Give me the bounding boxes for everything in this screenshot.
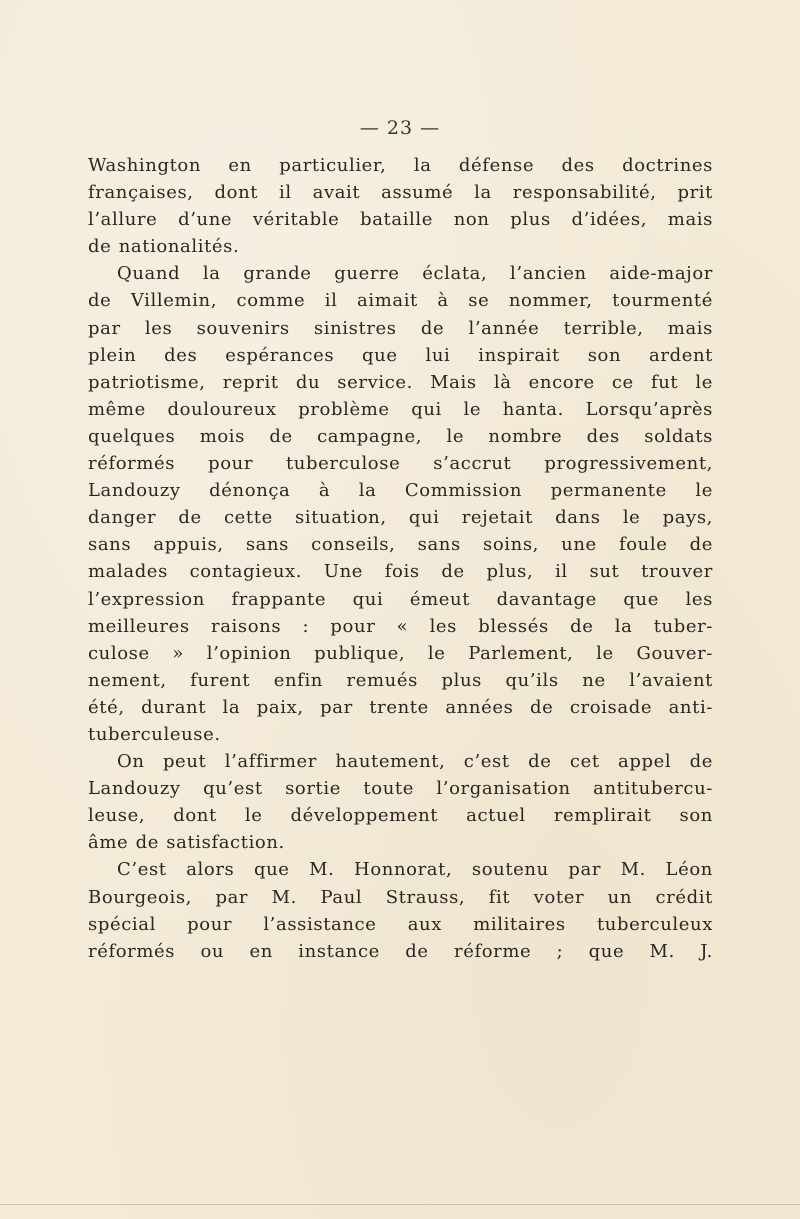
text-line: Bourgeois, par M. Paul Strauss, fit voter un crédit <box>88 886 713 908</box>
text-line: par les souvenirs sinistres de l’année terrible, mais <box>88 317 713 339</box>
text-line: Landouzy dénonça à la Commission permanente le <box>88 480 713 502</box>
text-line: françaises, dont il avait assumé la responsabilité, prit <box>88 182 713 204</box>
text-line: malades contagieux. Une fois de plus, il sut trouver <box>88 561 713 583</box>
text-line: patriotisme, reprit du service. Mais là encore ce fut le <box>88 371 713 393</box>
page-bottom-edge <box>0 1204 800 1205</box>
text-line: de Villemin, comme il aimait à se nommer, tourmenté <box>88 290 713 312</box>
body-text <box>88 152 713 965</box>
text-line: culose » l’opinion publique, le Parlement, le Gouver- <box>88 642 713 664</box>
text-line: été, durant la paix, par trente années de croisade anti- <box>88 696 713 718</box>
text-line: tuberculeuse. <box>88 723 221 745</box>
text-line: même douloureux problème qui le hanta. Lorsqu’après <box>88 398 713 420</box>
paragraph-start-line: On peut l’affirmer hautement, c’est de cet appel de <box>117 751 713 773</box>
paragraph-start-line: Quand la grande guerre éclata, l’ancien aide-major <box>117 263 713 285</box>
paragraph-start-line: C’est alors que M. Honnorat, soutenu par M. Léon <box>117 859 713 881</box>
text-line: plein des espérances que lui inspirait son ardent <box>88 344 713 366</box>
text-line: réformés pour tuberculose s’accrut progressivement, <box>88 453 713 475</box>
text-line: de nationalités. <box>88 236 240 258</box>
text-line: spécial pour l’assistance aux militaires tuberculeux <box>88 913 713 935</box>
text-line: meilleures raisons : pour « les blessés de la tuber- <box>88 615 713 637</box>
text-line: sans appuis, sans conseils, sans soins, une foule de <box>88 534 713 556</box>
page-number: — 23 — <box>359 117 441 139</box>
text-line: Landouzy qu’est sortie toute l’organisation antitubercu- <box>88 778 713 800</box>
text-line: âme de satisfaction. <box>88 832 285 854</box>
text-line: leuse, dont le développement actuel remplirait son <box>88 805 713 827</box>
text-line: réformés ou en instance de réforme ; que M. J. <box>88 940 713 962</box>
text-line: l’allure d’une véritable bataille non plus d’idées, mais <box>88 209 713 231</box>
text-line: Washington en particulier, la défense des doctrines <box>88 155 713 176</box>
text-line: danger de cette situation, qui rejetait dans le pays, <box>88 507 713 529</box>
text-line: quelques mois de campagne, le nombre des soldats <box>88 425 713 447</box>
text-line: nement, furent enfin remués plus qu’ils ne l’avaient <box>88 669 713 691</box>
text-line: l’expression frappante qui émeut davantage que les <box>88 588 713 610</box>
